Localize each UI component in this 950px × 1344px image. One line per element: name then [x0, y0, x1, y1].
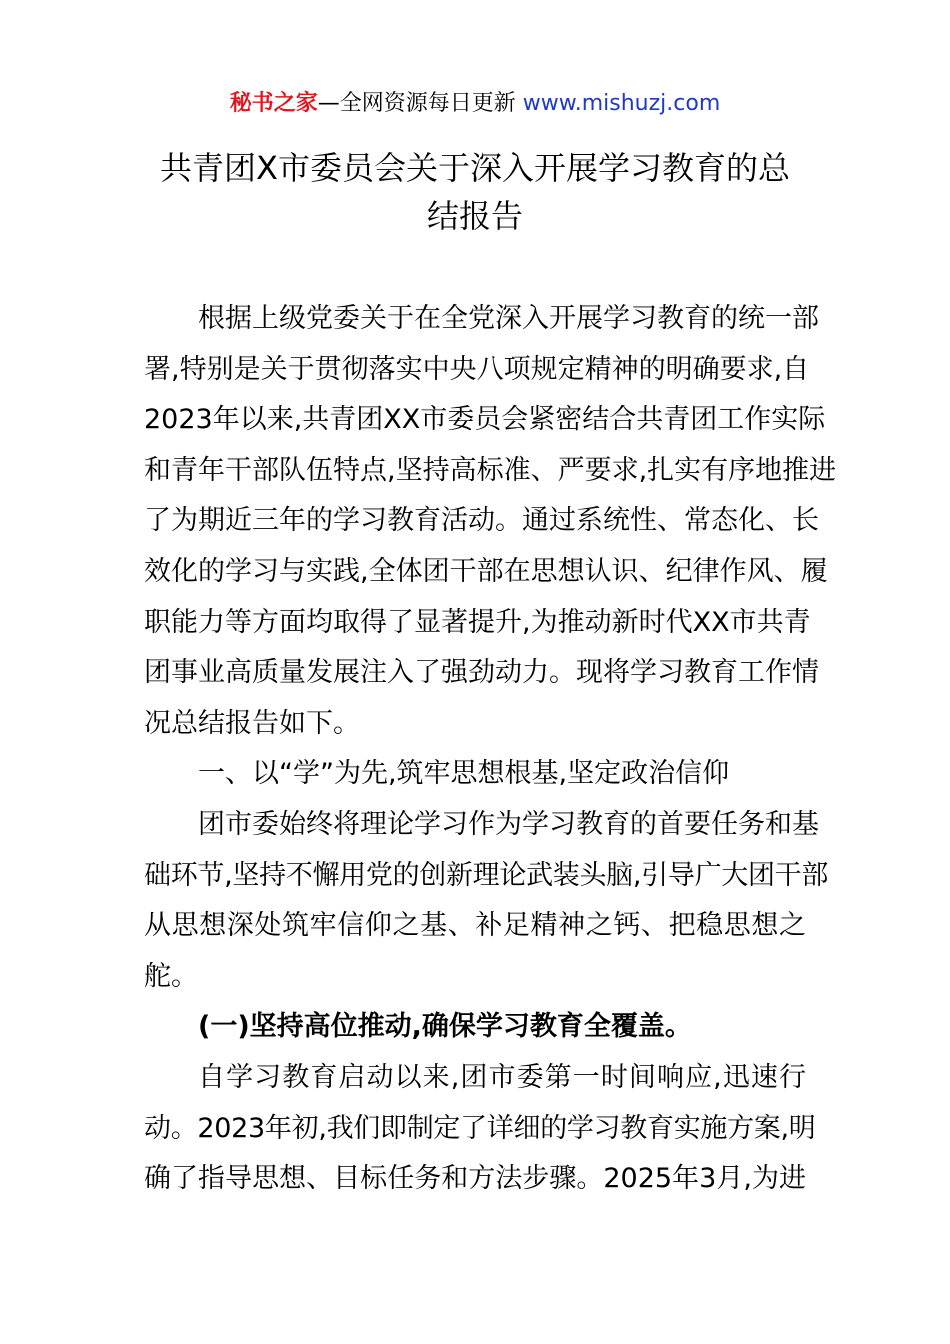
- document-title: [100, 144, 850, 240]
- paragraph-line: 根据上级党委关于在全党深入开展学习教育的统一部: [198, 303, 819, 334]
- subsection-heading: (一)坚持高位推动,确保学习教育全覆盖。: [198, 1011, 692, 1043]
- paragraph-line: 了为期近三年的学习教育活动。通过系统性、常态化、长: [144, 505, 819, 537]
- paragraph-line: 从思想深处筑牢信仰之基、补足精神之钙、把稳思想之: [144, 910, 806, 942]
- paragraph-line: 团市委始终将理论学习作为学习教育的首要任务和基: [198, 808, 819, 840]
- title-line-1: 共青团X市委员会关于深入开展学习教育的总: [160, 149, 790, 187]
- title-line-2: 结报告: [426, 197, 523, 235]
- paragraph-line: 和青年干部队伍特点,坚持高标准、严要求,扎实有序地推进: [144, 454, 837, 486]
- site-header: [0, 86, 950, 122]
- header-slogan: —全网资源每日更新: [317, 91, 516, 116]
- brand-name: 秘书之家: [229, 91, 318, 116]
- paragraph-line: 团事业高质量发展注入了强劲动力。现将学习教育工作情: [144, 657, 819, 689]
- paragraph-line: 况总结报告如下。: [144, 707, 360, 739]
- paragraph-line: 职能力等方面均取得了显著提升,为推动新时代XX市共青: [144, 606, 811, 638]
- paragraph-line: 础环节,坚持不懈用党的创新理论武装头脑,引导广大团干部: [144, 859, 829, 891]
- paragraph-line: 效化的学习与实践,全体团干部在思想认识、纪律作风、履: [144, 555, 828, 587]
- section-heading: 一、以“学”为先,筑牢思想根基,坚定政治信仰: [198, 758, 730, 790]
- paragraph-line: 自学习教育启动以来,团市委第一时间响应,迅速行: [198, 1061, 806, 1093]
- paragraph-line: 确了指导思想、目标任务和方法步骤。2025年3月,为进: [144, 1163, 806, 1195]
- site-url-link[interactable]: www.mishuzj.com: [522, 91, 721, 116]
- document-body: [144, 294, 837, 1205]
- paragraph-line: 2023年以来,共青团XX市委员会紧密结合共青团工作实际: [144, 404, 826, 436]
- paragraph-line: 署,特别是关于贯彻落实中央八项规定精神的明确要求,自: [144, 353, 810, 385]
- paragraph-line: 舵。: [144, 960, 198, 992]
- paragraph-line: 动。2023年初,我们即制定了详细的学习教育实施方案,明: [144, 1112, 816, 1144]
